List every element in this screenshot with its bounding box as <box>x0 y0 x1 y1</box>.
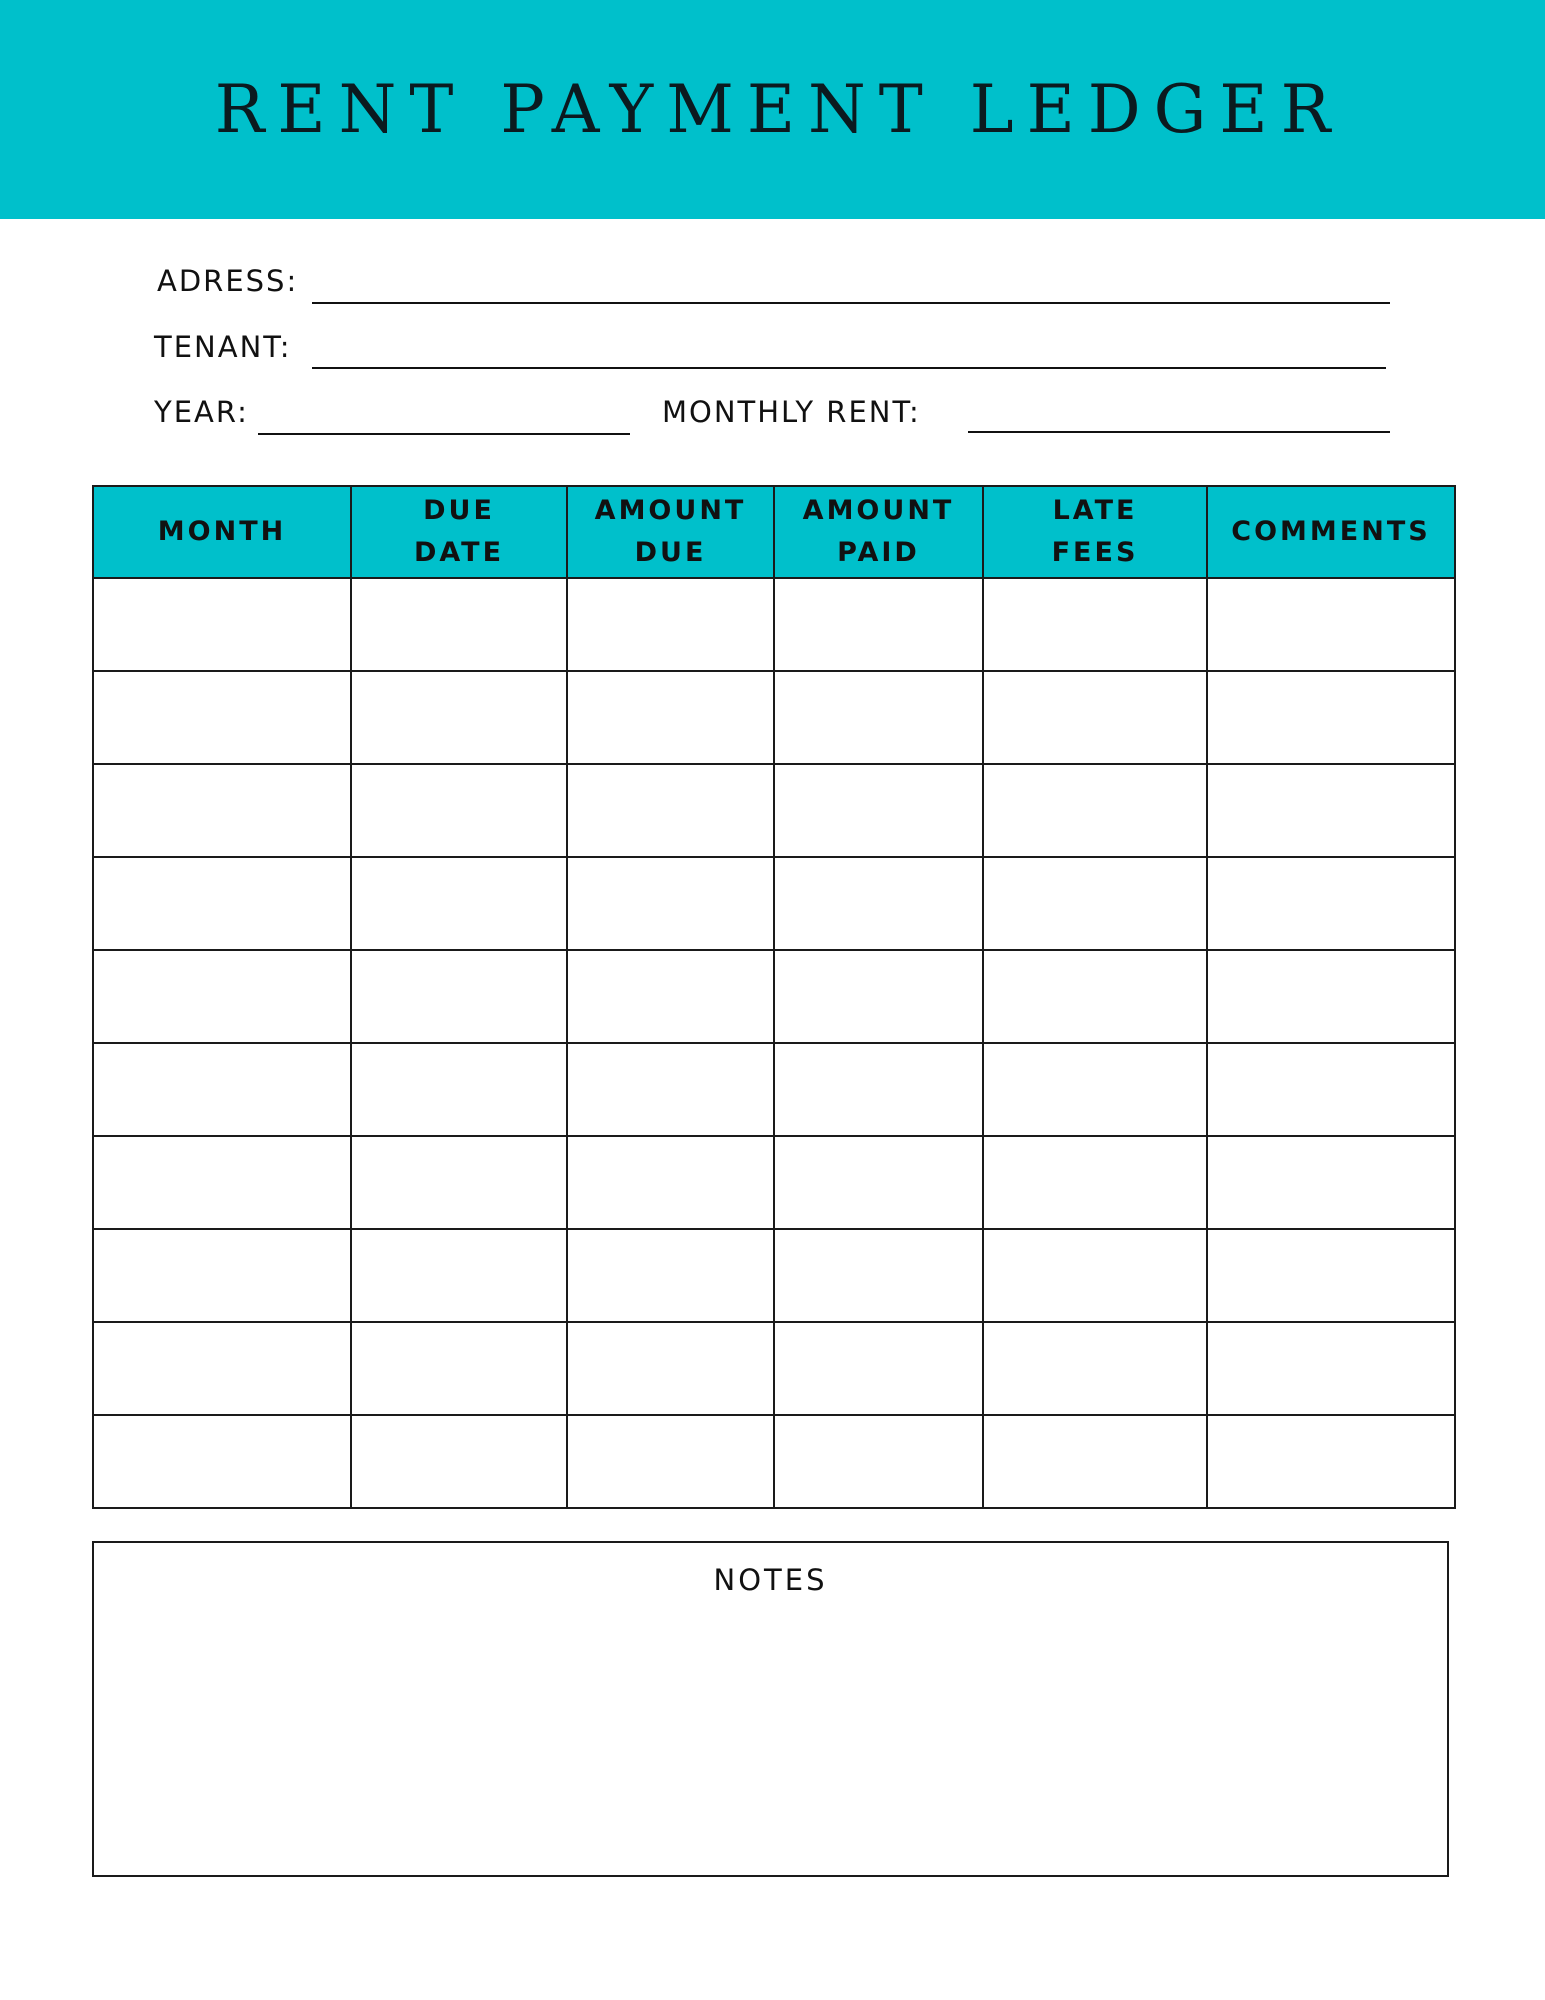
cell-amount-paid[interactable] <box>774 1322 983 1415</box>
column-header-amount-paid <box>774 486 983 578</box>
cell-comments[interactable] <box>1207 671 1455 764</box>
table-row <box>93 950 1455 1043</box>
table-row <box>93 764 1455 857</box>
cell-month[interactable] <box>93 1043 351 1136</box>
column-header-line: COMMENTS <box>1231 516 1431 547</box>
page-title: RENT PAYMENT LEDGER <box>214 71 1344 148</box>
cell-comments[interactable] <box>1207 1229 1455 1322</box>
cell-amount-due[interactable] <box>567 764 774 857</box>
table-row <box>93 1229 1455 1322</box>
header-banner <box>0 0 1545 219</box>
notes-box[interactable] <box>92 1541 1449 1877</box>
cell-comments[interactable] <box>1207 1043 1455 1136</box>
cell-late-fees[interactable] <box>983 764 1207 857</box>
monthly-rent-field[interactable] <box>968 431 1390 433</box>
table-row <box>93 1415 1455 1508</box>
column-header-amount-due <box>567 486 774 578</box>
cell-due-date[interactable] <box>351 1415 567 1508</box>
cell-late-fees[interactable] <box>983 578 1207 671</box>
cell-amount-paid[interactable] <box>774 671 983 764</box>
cell-month[interactable] <box>93 671 351 764</box>
cell-amount-due[interactable] <box>567 1229 774 1322</box>
table-row <box>93 578 1455 671</box>
cell-amount-paid[interactable] <box>774 578 983 671</box>
table-row <box>93 857 1455 950</box>
cell-amount-paid[interactable] <box>774 1043 983 1136</box>
column-header-line: LATE <box>1052 495 1138 526</box>
cell-late-fees[interactable] <box>983 1322 1207 1415</box>
cell-month[interactable] <box>93 764 351 857</box>
cell-due-date[interactable] <box>351 950 567 1043</box>
cell-due-date[interactable] <box>351 1229 567 1322</box>
cell-amount-due[interactable] <box>567 578 774 671</box>
ledger-table <box>92 485 1456 1509</box>
column-header-line: DATE <box>413 537 505 568</box>
cell-month[interactable] <box>93 857 351 950</box>
cell-due-date[interactable] <box>351 1136 567 1229</box>
column-header-line: AMOUNT <box>802 495 955 526</box>
monthly-rent-label: MONTHLY RENT: <box>662 395 921 429</box>
cell-comments[interactable] <box>1207 578 1455 671</box>
ledger-body <box>93 578 1455 1508</box>
column-header-line: MONTH <box>157 516 287 547</box>
column-header-due-date <box>351 486 567 578</box>
cell-comments[interactable] <box>1207 1136 1455 1229</box>
cell-amount-due[interactable] <box>567 1136 774 1229</box>
cell-amount-due[interactable] <box>567 671 774 764</box>
cell-due-date[interactable] <box>351 578 567 671</box>
column-header-late-fees <box>983 486 1207 578</box>
cell-amount-paid[interactable] <box>774 950 983 1043</box>
cell-amount-due[interactable] <box>567 950 774 1043</box>
cell-due-date[interactable] <box>351 1043 567 1136</box>
tenant-field[interactable] <box>312 367 1386 369</box>
cell-amount-due[interactable] <box>567 857 774 950</box>
column-header-line: DUE <box>423 495 495 526</box>
table-row <box>93 671 1455 764</box>
cell-due-date[interactable] <box>351 1322 567 1415</box>
cell-comments[interactable] <box>1207 950 1455 1043</box>
cell-amount-paid[interactable] <box>774 1136 983 1229</box>
cell-due-date[interactable] <box>351 857 567 950</box>
cell-comments[interactable] <box>1207 764 1455 857</box>
column-header-line: FEES <box>1051 537 1139 568</box>
cell-amount-due[interactable] <box>567 1322 774 1415</box>
column-header-line: DUE <box>634 537 707 568</box>
cell-amount-due[interactable] <box>567 1043 774 1136</box>
cell-due-date[interactable] <box>351 671 567 764</box>
cell-amount-paid[interactable] <box>774 1229 983 1322</box>
cell-month[interactable] <box>93 950 351 1043</box>
cell-comments[interactable] <box>1207 1415 1455 1508</box>
cell-late-fees[interactable] <box>983 1415 1207 1508</box>
cell-amount-paid[interactable] <box>774 857 983 950</box>
cell-amount-due[interactable] <box>567 1415 774 1508</box>
cell-late-fees[interactable] <box>983 950 1207 1043</box>
cell-late-fees[interactable] <box>983 857 1207 950</box>
notes-label: NOTES <box>713 1563 828 1597</box>
table-row <box>93 1322 1455 1415</box>
ledger-header-row <box>93 486 1455 578</box>
cell-month[interactable] <box>93 1322 351 1415</box>
year-field[interactable] <box>258 433 630 435</box>
year-label: YEAR: <box>154 395 249 429</box>
cell-amount-paid[interactable] <box>774 764 983 857</box>
cell-amount-paid[interactable] <box>774 1415 983 1508</box>
table-row <box>93 1043 1455 1136</box>
cell-due-date[interactable] <box>351 764 567 857</box>
cell-late-fees[interactable] <box>983 1043 1207 1136</box>
cell-month[interactable] <box>93 1415 351 1508</box>
column-header-line: AMOUNT <box>594 495 747 526</box>
cell-comments[interactable] <box>1207 1322 1455 1415</box>
column-header-month <box>93 486 351 578</box>
cell-month[interactable] <box>93 578 351 671</box>
table-row <box>93 1136 1455 1229</box>
address-label: ADRESS: <box>157 264 299 298</box>
cell-late-fees[interactable] <box>983 671 1207 764</box>
cell-comments[interactable] <box>1207 857 1455 950</box>
cell-late-fees[interactable] <box>983 1229 1207 1322</box>
tenant-label: TENANT: <box>154 330 292 364</box>
address-field[interactable] <box>312 302 1390 304</box>
column-header-comments <box>1207 486 1455 578</box>
column-header-line: PAID <box>837 537 920 568</box>
cell-late-fees[interactable] <box>983 1136 1207 1229</box>
cell-month[interactable] <box>93 1136 351 1229</box>
cell-month[interactable] <box>93 1229 351 1322</box>
